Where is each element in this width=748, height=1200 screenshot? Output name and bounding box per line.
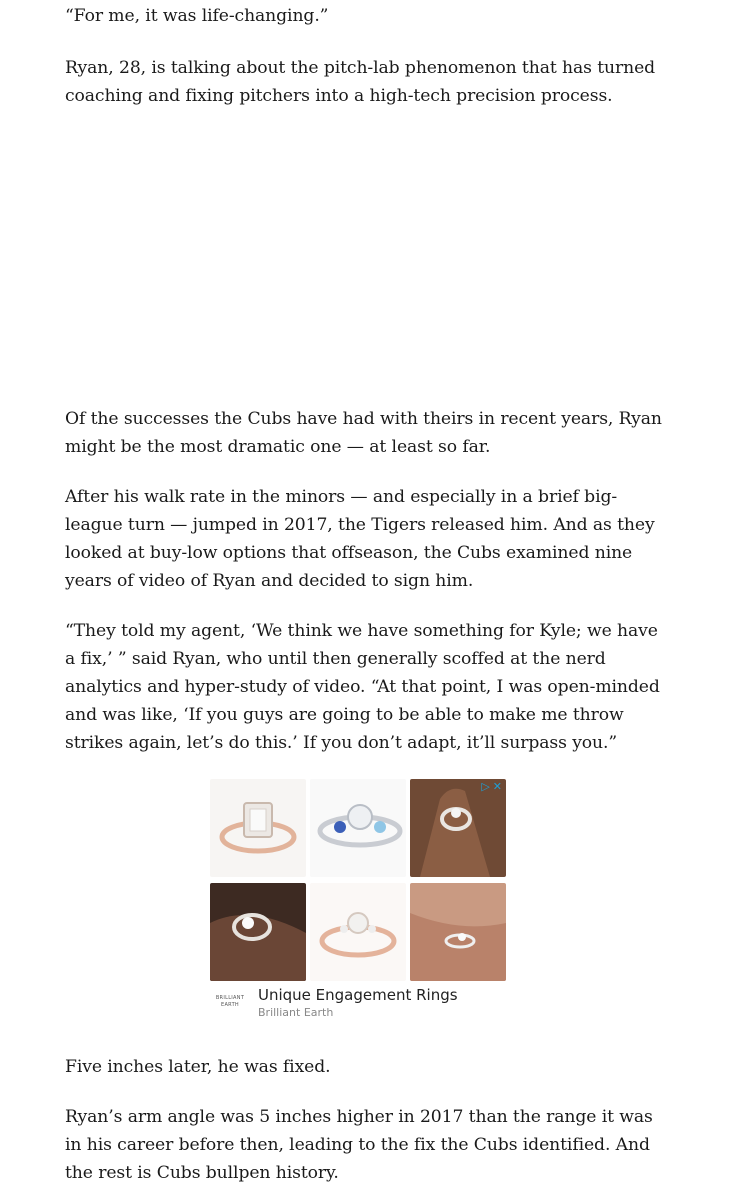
adchoices-icon[interactable]: ▷ [481, 780, 490, 793]
article-paragraph: “They told my agent, ‘We think we have something for Kyle; we have a fix,’ ” said Ryan, who until then generally scoffed at the nerd analytics and hyper-study of video. “At that point, I was open-minded and was like, ‘If you guys are going to be able to make me throw strikes again, let’s do this.’ If you don’t adapt, it’ll surpass you.” [65, 621, 660, 753]
ad-advertiser-name: Brilliant Earth [258, 1006, 334, 1019]
ad-title-link[interactable]: Unique Engagement Rings [258, 986, 458, 1004]
article-paragraph: “For me, it was life-changing.” [65, 6, 329, 26]
logo-text: EARTH [220, 1002, 239, 1008]
adchoices-controls[interactable] [481, 781, 502, 793]
engagement-rings-ad[interactable] [210, 779, 506, 1019]
ring-image[interactable] [410, 779, 506, 877]
ad-image-grid[interactable] [210, 779, 506, 982]
advertiser-logo[interactable] [210, 995, 250, 1009]
article-paragraph: After his walk rate in the minors — and especially in a brief big-league turn — jumped in 2017, the Tigers released him. And as they looked at buy-low options that offseason, the Cubs examined nine years of video of Ryan and decided to sign him. [65, 487, 655, 591]
logo-text: BRILLIANT [215, 995, 245, 1001]
article-paragraph: Five inches later, he was fixed. [65, 1057, 331, 1077]
ring-image[interactable] [310, 779, 406, 877]
ring-image[interactable] [210, 779, 306, 877]
ring-image[interactable] [410, 883, 506, 981]
article-paragraph: Ryan, 28, is talking about the pitch-lab phenomenon that has turned coaching and fixing pitchers into a high-tech precision process. [65, 58, 656, 106]
ring-image[interactable] [310, 883, 406, 981]
ring-image[interactable] [210, 883, 306, 981]
article-paragraph: Of the successes the Cubs have had with theirs in recent years, Ryan might be the most dramatic one — at least so far. [65, 409, 662, 457]
close-icon[interactable]: ✕ [492, 780, 502, 793]
article-paragraph: Ryan’s arm angle was 5 inches higher in 2017 than the range it was in his career before then, leading to the fix the Cubs identified. And the rest is Cubs bullpen history. [65, 1107, 653, 1183]
